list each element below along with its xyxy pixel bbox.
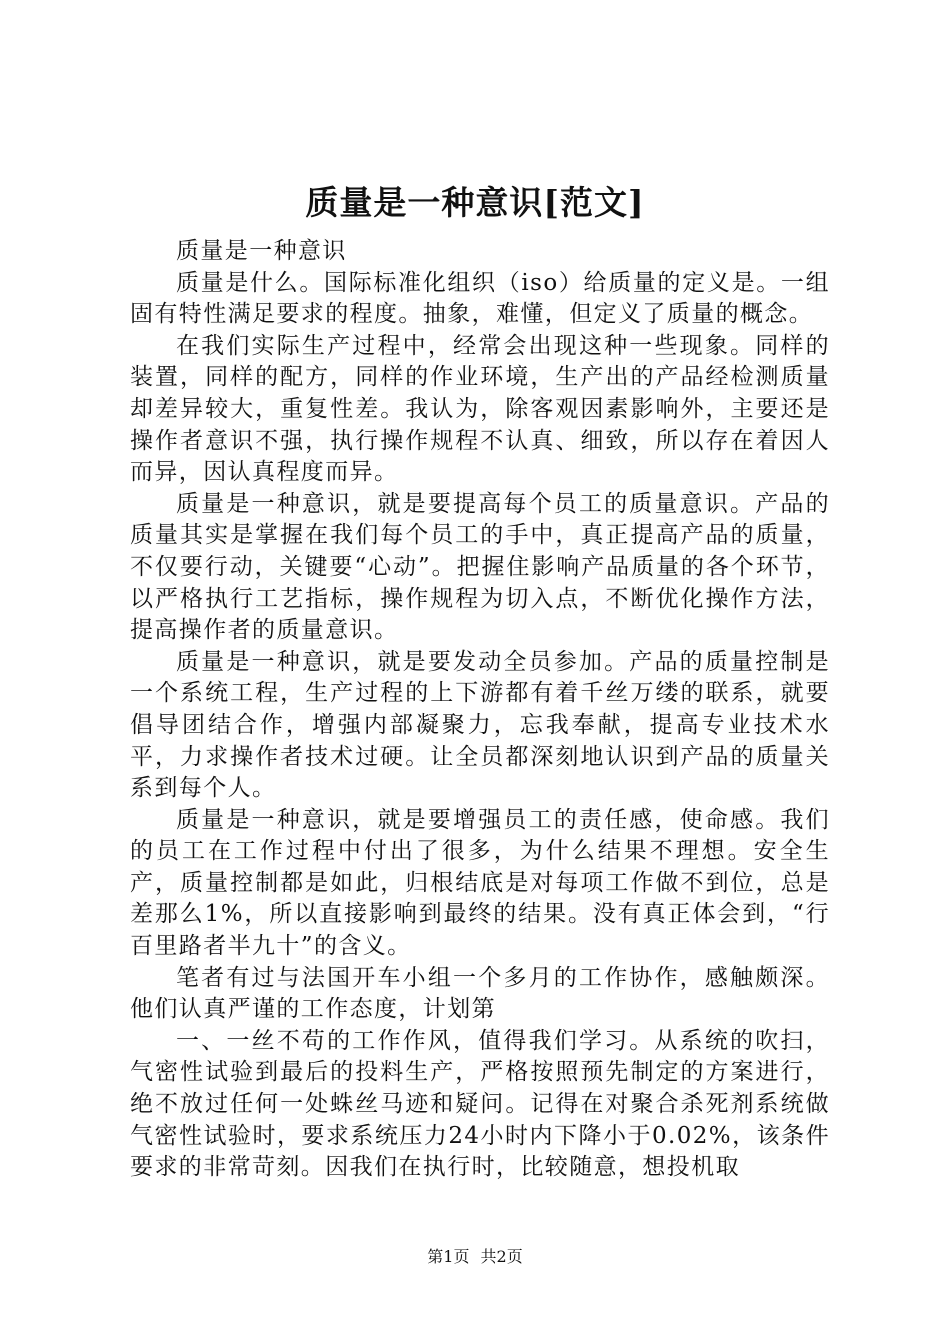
document-body <box>130 236 830 1184</box>
paragraph: 质量是一种意识，就是要提高每个员工的质量意识。产品的质量其实是掌握在我们每个员工的手中，真正提高产品的质量，不仅要行动，关键要“心动”。把握住影响产品质量的各个环节，以严格执行工艺指标，操作规程为切入点，不断优化操作方法，提高操作者的质量意识。 <box>130 490 830 644</box>
paragraph: 一、一丝不苟的工作作风，值得我们学习。从系统的吹扫，气密性试验到最后的投料生产，严格按照预先制定的方案进行，绝不放过任何一处蛛丝马迹和疑问。记得在对聚合杀死剂系统做气密性试验时，要求系统压力24小时内下降小于0.02%，该条件要求的非常苛刻。因我们在执行时，比较随意，想投机取 <box>130 1027 830 1181</box>
paragraph: 在我们实际生产过程中，经常会出现这种一些现象。同样的装置，同样的配方，同样的作业环境，生产出的产品经检测质量却差异较大，重复性差。我认为，除客观因素影响外，主要还是操作者意识不强，执行操作规程不认真、细致，所以存在着因人而异，因认真程度而异。 <box>130 332 830 486</box>
document-title: 质量是一种意识[范文] <box>305 183 645 222</box>
page-total: 共2页 <box>480 1247 523 1266</box>
paragraph-heading: 质量是一种意识 <box>176 238 347 264</box>
paragraph: 笔者有过与法国开车小组一个多月的工作协作，感触颇深。他们认真严谨的工作态度，计划第 <box>130 964 830 1023</box>
paragraph: 质量是一种意识，就是要发动全员参加。产品的质量控制是一个系统工程，生产过程的上下游都有着千丝万缕的联系，就要倡导团结合作，增强内部凝聚力，忘我奉献，提高专业技术水平，力求操作者技术过硬。让全员都深刻地认识到产品的质量关系到每个人。 <box>130 648 830 802</box>
paragraph: 质量是一种意识，就是要增强员工的责任感，使命感。我们的员工在工作过程中付出了很多，为什么结果不理想。安全生产，质量控制都是如此，归根结底是对每项工作做不到位，总是差那么1%，所以直接影响到最终的结果。没有真正体会到，“行百里路者半九十”的含义。 <box>130 806 830 960</box>
page-number: 第1页 <box>427 1247 470 1266</box>
page-footer <box>0 1246 950 1268</box>
paragraph: 质量是什么。国际标准化组织（iso）给质量的定义是。一组固有特性满足要求的程度。抽象，难懂，但定义了质量的概念。 <box>130 269 830 328</box>
